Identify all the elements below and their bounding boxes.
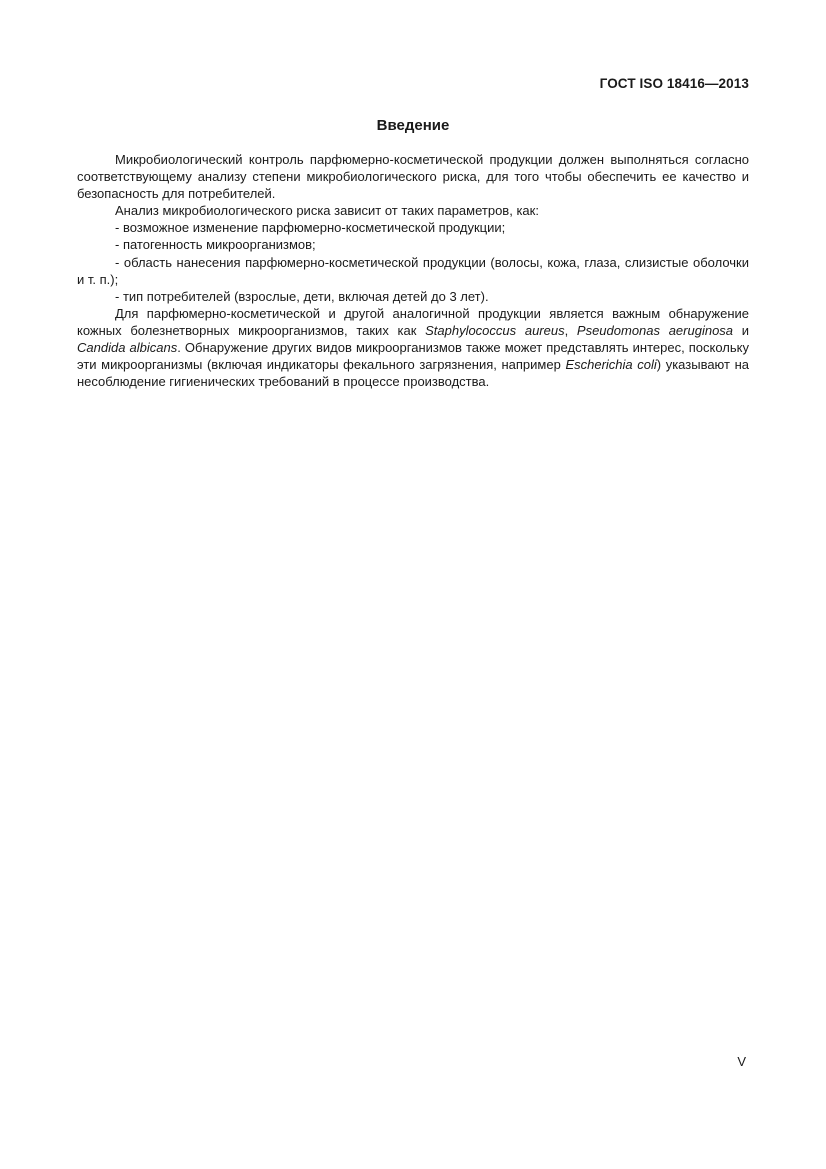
paragraph-risk-analysis: Анализ микробиологического риска зависит от таких параметров, как:	[115, 203, 539, 219]
list-item: - патогенность микроорганизмов;	[115, 237, 316, 253]
organism-name: Candida albicans	[77, 340, 178, 356]
text-run: ,	[564, 322, 577, 338]
text-run: . Обнаружение других видов микроорганизмов также может представлять интерес, поскольку эти микроорганизмы (включая индикаторы фекального загрязнения, например	[77, 340, 750, 373]
text-run: ) указывают на несоблюдение гигиенических требований в процессе производства.	[77, 357, 749, 390]
page-number: V	[737, 1054, 746, 1069]
section-body	[77, 151, 749, 390]
organism-name: Escherichia coli	[565, 357, 657, 373]
list-item: - возможное изменение парфюмерно-косметической продукции;	[115, 220, 506, 236]
organism-name: Staphylococcus aureus	[425, 322, 565, 338]
text-run: Для парфюмерно-косметической и другой аналогичной продукции является важным обнаружение кожных болезнетворных микроорганизмов, таких как	[77, 305, 749, 338]
list-item: - область нанесения парфюмерно-косметической продукции (волосы, кожа, глаза, слизистые оболочки и т. п.);	[77, 254, 749, 287]
document-code: ГОСТ ISO 18416—2013	[599, 76, 749, 91]
section-title: Введение	[376, 117, 450, 134]
paragraph-pathogens	[77, 305, 749, 390]
text-run: и	[733, 322, 749, 338]
organism-name: Pseudomonas aeruginosa	[576, 322, 734, 338]
paragraph-intro: Микробиологический контроль парфюмерно-косметической продукции должен выполняться согласно соответствующему анализу степени микробиологического риска, для того чтобы обеспечить ее качество и безопасность для потребителей.	[77, 152, 749, 202]
list-item: - тип потребителей (взрослые, дети, включая детей до 3 лет).	[115, 288, 489, 304]
